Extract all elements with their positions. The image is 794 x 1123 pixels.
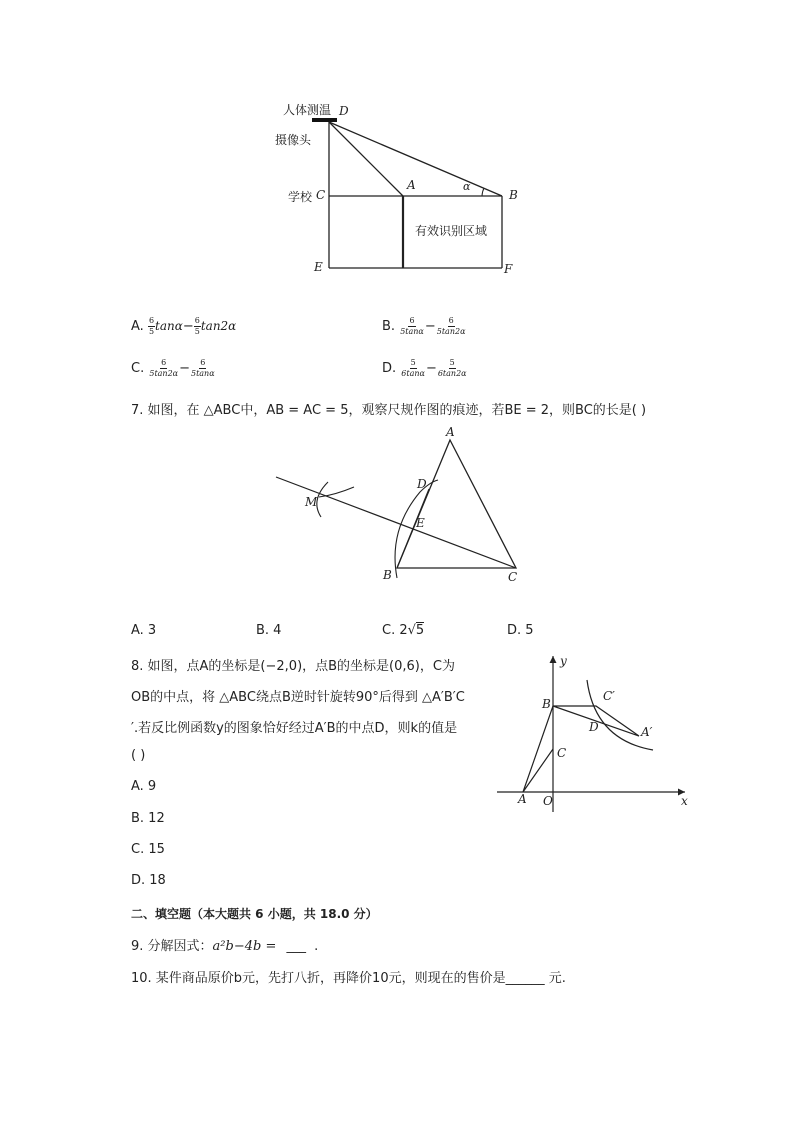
perpendicular-bisector	[276, 477, 516, 568]
construction-arc-M1	[317, 482, 328, 517]
label-zone: 有效识别区域	[415, 224, 488, 238]
q7-point-M: M	[305, 495, 318, 509]
fraction: $\frac{6}{5\tan\alpha}$	[400, 316, 424, 336]
q8-point-B: B	[542, 697, 551, 711]
point-B: B	[509, 188, 518, 202]
q8-option-a[interactable]: A. 9	[131, 779, 157, 794]
q7-point-E: E	[416, 516, 425, 530]
point-F: F	[504, 262, 513, 276]
q6-option-a[interactable]: A. $\frac{6}{5}$ tanα− $\frac{6}{5}$ tan2α	[131, 316, 237, 336]
sqrt-symbol: √	[407, 623, 416, 638]
fraction: $\frac{6}{5\tan 2\alpha}$	[436, 316, 466, 336]
q7-question-text: 7. 如图，在 △ABC中，AB = AC = 5，观察尺规作图的痕迹，若BE = 2，则BC的长是( )	[131, 403, 647, 418]
point-E: E	[314, 260, 323, 274]
label-camera: 摄像头	[275, 133, 312, 147]
q7-point-D: D	[417, 477, 427, 491]
q7-point-C: C	[508, 570, 518, 584]
line-DA	[329, 122, 403, 196]
angle-arc	[482, 188, 484, 196]
fraction: $\frac{5}{6\tan 2\alpha}$	[437, 358, 467, 378]
q8-option-b[interactable]: B. 12	[131, 811, 165, 826]
option-letter: B.	[382, 319, 396, 334]
q8-point-A: A	[518, 792, 527, 806]
option-letter: D.	[382, 361, 397, 376]
point-C: C	[316, 188, 326, 202]
q8-line-1: 8. 如图，点A的坐标是(−2,0)，点B的坐标是(0,6)，C为	[131, 659, 455, 674]
q6-option-d[interactable]: D. $\frac{5}{6\tan\alpha}$ − $\frac{5}{6\tan 2\alpha}$	[382, 358, 467, 378]
triangle-ABC	[523, 706, 553, 792]
fraction: $\frac{6}{5}$	[194, 316, 200, 336]
label-camera-title: 人体测温	[283, 103, 332, 117]
point-A: A	[407, 178, 416, 192]
angle-alpha: α	[463, 180, 471, 193]
q8-label-y: y	[560, 654, 567, 668]
camera-bar	[312, 118, 337, 122]
q7-option-a[interactable]: A. 3	[131, 623, 157, 638]
fraction: $\frac{5}{6\tan\alpha}$	[401, 358, 425, 378]
q8-point-D: D	[589, 720, 599, 734]
triangle-ABC	[397, 440, 516, 568]
q8-label-x: x	[681, 794, 688, 808]
q10-question: 10. 某件商品原价b元，先打八折，再降价10元，则现在的售价是______ 元.	[131, 971, 566, 986]
q7-option-b[interactable]: B. 4	[256, 623, 282, 638]
q8-line-3: ′.若反比例函数y的图象恰好经过A′B的中点D，则k的值是	[131, 721, 458, 736]
label-school: 学校	[288, 190, 313, 204]
q8-line-2: OB的中点，将 △ABC绕点B逆时针旋转90°后得到 △A′B′C	[131, 690, 465, 705]
q8-point-O: O	[543, 794, 553, 808]
q8-line-4: ( )	[131, 748, 146, 763]
option-letter: A.	[131, 319, 144, 334]
q8-point-C: C	[557, 746, 567, 760]
q8-option-d[interactable]: D. 18	[131, 873, 166, 888]
fraction: $\frac{6}{5\tan 2\alpha}$	[149, 358, 179, 378]
fraction: $\frac{6}{5}$	[148, 316, 155, 336]
section-heading: 二、填空题（本大题共 6 小题，共 18.0 分）	[131, 907, 378, 921]
option-letter: C.	[131, 361, 145, 376]
q9-question: 9. 分解因式：a²b−4b = ___ .	[131, 939, 319, 954]
q7-point-A: A	[446, 425, 455, 439]
q8-point-Cp: C′	[603, 689, 615, 703]
q8-point-Ap: A′	[641, 725, 653, 739]
point-D: D	[339, 104, 349, 118]
q7-option-c[interactable]: C. 2√5	[382, 623, 425, 638]
q6-option-b[interactable]: B. $\frac{6}{5\tan\alpha}$ − $\frac{6}{5\tan 2\alpha}$	[382, 316, 466, 336]
fraction: $\frac{6}{5\tan\alpha}$	[190, 358, 215, 378]
q7-option-d[interactable]: D. 5	[507, 623, 534, 638]
q9-answer-blank[interactable]: ___	[286, 939, 306, 954]
q8-option-c[interactable]: C. 15	[131, 842, 165, 857]
q6-option-c[interactable]: C. $\frac{6}{5\tan 2\alpha}$ − $\frac{6}{5\tan\alpha}$	[131, 358, 215, 378]
inverse-proportion-curve	[587, 680, 653, 750]
q7-point-B: B	[383, 568, 392, 582]
